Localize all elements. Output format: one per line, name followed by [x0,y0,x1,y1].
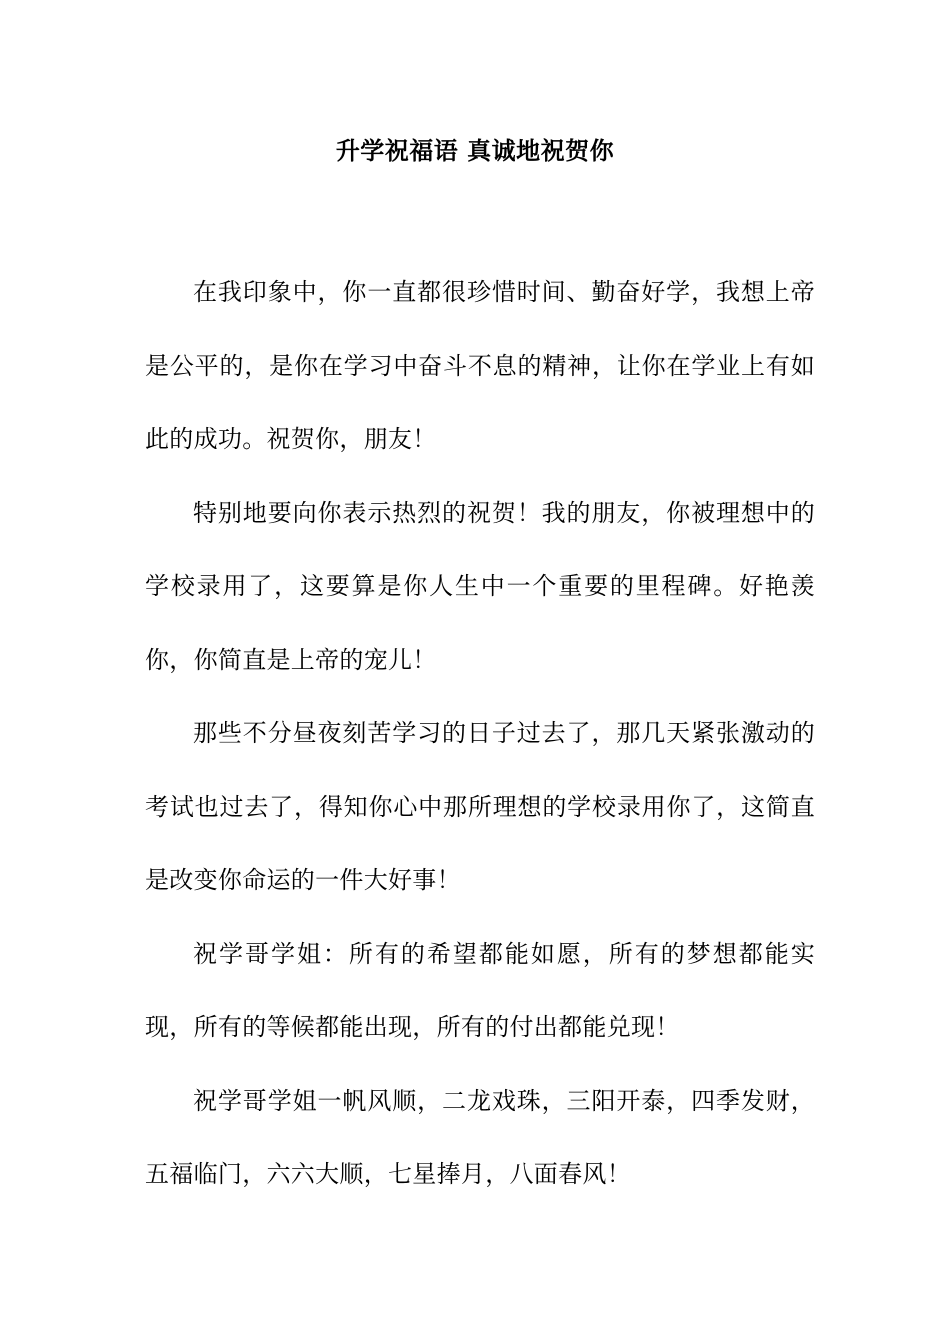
document-body [145,256,815,1212]
paragraph-3: 那些不分昼夜刻苦学习的日子过去了，那几天紧张激动的考试也过去了，得知你心中那所理想的学校录用你了，这简直是改变你命运的一件大好事！ [145,719,815,894]
paragraph-1: 在我印象中，你一直都很珍惜时间、勤奋好学，我想上帝是公平的，是你在学习中奋斗不息的精神，让你在学业上有如此的成功。祝贺你，朋友！ [145,278,815,453]
paragraph-4: 祝学哥学姐：所有的希望都能如愿，所有的梦想都能实现，所有的等候都能出现，所有的付出都能兑现！ [145,939,815,1041]
document-title: 升学祝福语 真诚地祝贺你 [335,136,615,165]
paragraph-2: 特别地要向你表示热烈的祝贺！我的朋友，你被理想中的学校录用了，这要算是你人生中一个重要的里程碑。好艳羡你，你简直是上帝的宠儿！ [145,498,815,674]
paragraph-5: 祝学哥学姐一帆风顺，二龙戏珠，三阳开泰，四季发财，五福临门，六六大顺，七星捧月，八面春风！ [145,1086,815,1188]
